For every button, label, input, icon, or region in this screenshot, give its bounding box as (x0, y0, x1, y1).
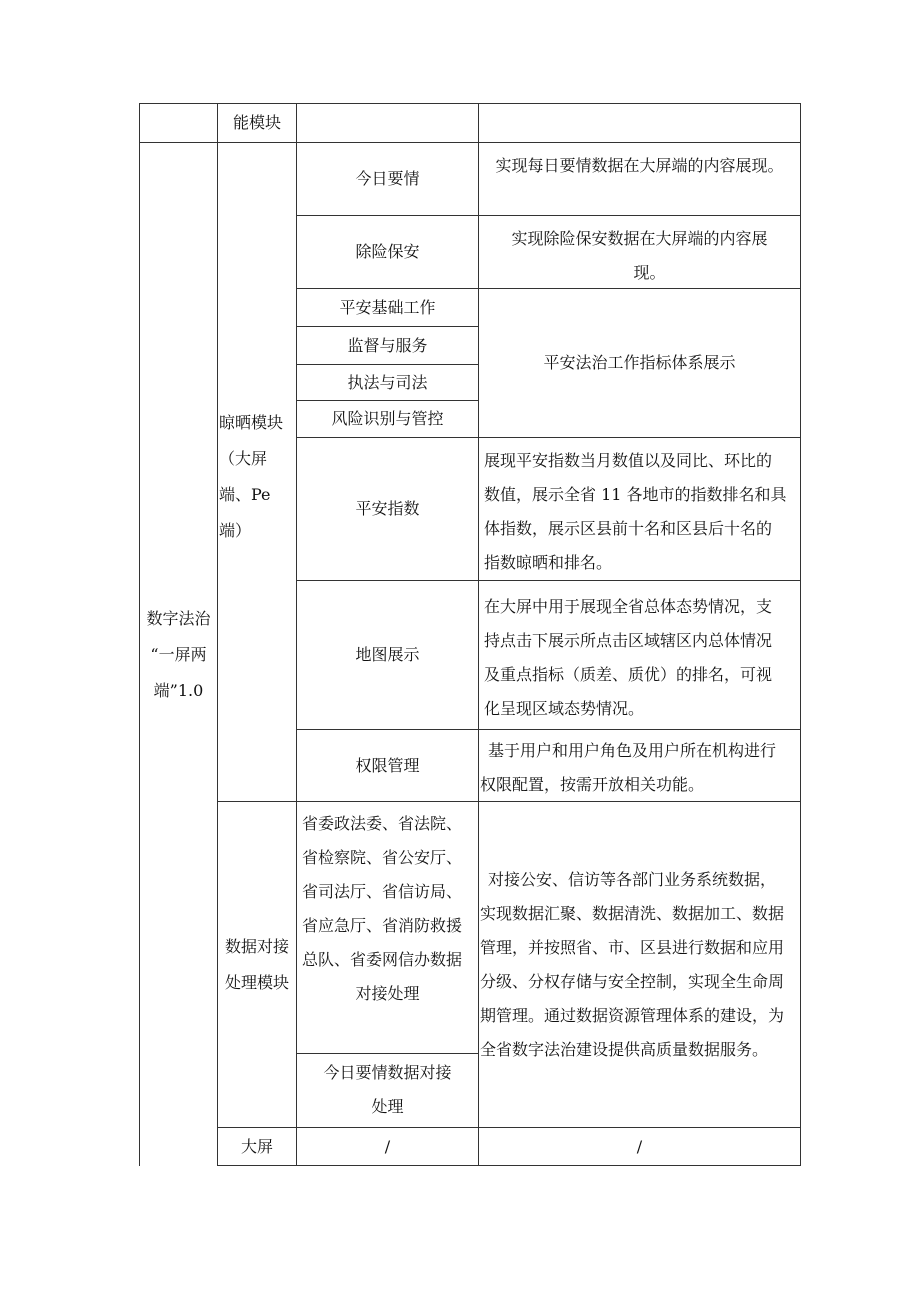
function-desc: 在大屏中用于展现全省总体态势情况，支 持点击下展示所点击区域辖区内总体情况 及重点指标（质差、质优）的排名，可视 化呈现区域态势情况。 (484, 597, 773, 718)
header-module-cell: 能模块 (232, 113, 281, 132)
table-line (800, 103, 801, 1166)
function-desc: 对接公安、信访等各部门业务系统数据， 实现数据汇聚、数据清洗、数据加工、数据 管理，并按照省、市、区县进行数据和应用 分级、分权存储与安全控制，实现全生命周 期管理。通过数据资源管理体系的建设，为 全省数字法治建设提供高质量数据服务。 (480, 870, 785, 1059)
function-name: 风险识别与管控 (331, 409, 444, 428)
display-module-label: 晾晒模块 （大屏 端、Pe 端） (219, 413, 284, 540)
table-line (217, 1165, 801, 1166)
function-desc: 实现除险保安数据在大屏端的内容展 现。 (511, 229, 768, 282)
data-module-label: 数据对接 处理模块 (224, 936, 289, 992)
function-name: 执法与司法 (347, 372, 428, 392)
section-label: 数字法治 “一屏两 端”1.0 (146, 609, 211, 700)
last-row-col4: / (636, 1136, 643, 1156)
function-name: 地图展示 (355, 645, 420, 664)
function-desc: 展现平安指数当月数值以及同比、环比的 数值，展示全省 11 各地市的指数排名和具 体指数，展示区县前十名和区县后十名的 指数晾晒和排名。 (484, 451, 787, 572)
function-name: 权限管理 (355, 755, 420, 775)
table-line (296, 1053, 478, 1054)
function-name: 平安基础工作 (339, 297, 436, 317)
merged-function-desc: 平安法治工作指标体系展示 (543, 353, 736, 372)
function-name: 省委政法委、省法院、 省检察院、省公安厅、 省司法厅、省信访局、 省应急厅、省消防救援 总队、省委网信办数据 对接处理 (302, 814, 463, 1003)
function-name: 今日要情 (355, 169, 420, 188)
last-row-label: 大屏 (240, 1136, 273, 1156)
function-name: 监督与服务 (347, 335, 428, 355)
function-name: 平安指数 (355, 499, 420, 518)
function-name: 除险保安 (355, 242, 420, 261)
function-name: 今日要情数据对接 处理 (323, 1063, 452, 1116)
last-row-col3: / (384, 1136, 391, 1156)
function-desc: 实现每日要情数据在大屏端的内容展现。 (495, 156, 784, 175)
function-desc: 基于用户和用户角色及用户所在机构进行 权限配置，按需开放相关功能。 (480, 741, 777, 794)
